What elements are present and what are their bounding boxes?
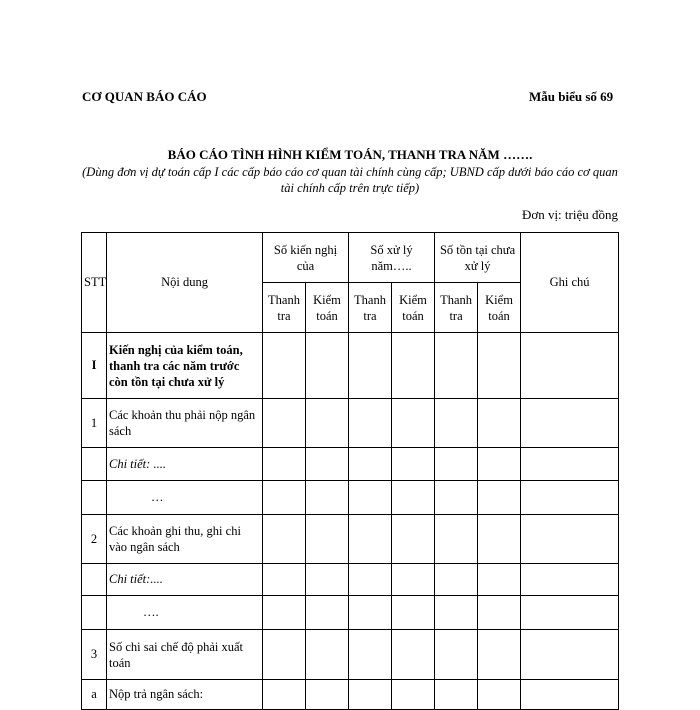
subheader-audit: Kiểm toán xyxy=(478,283,521,333)
table-row xyxy=(82,448,619,481)
subheader-audit: Kiểm toán xyxy=(306,283,349,333)
row-content: … xyxy=(107,481,263,515)
row-stt: 2 xyxy=(82,515,107,564)
row-stt: a xyxy=(82,680,107,710)
row-content: Chi tiết: .... xyxy=(107,448,263,481)
header-content: Nội dung xyxy=(107,233,263,333)
row-content: Kiến nghị của kiểm toán, thanh tra các năm trước còn tồn tại chưa xử lý xyxy=(107,333,263,399)
row-content: Các khoản ghi thu, ghi chi vào ngân sách xyxy=(107,515,263,564)
subheader-inspection: Thanh tra xyxy=(263,283,306,333)
table-row xyxy=(82,596,619,630)
report-title: BÁO CÁO TÌNH HÌNH KIỂM TOÁN, THANH TRA NĂM ……. xyxy=(167,147,533,162)
row-stt xyxy=(82,448,107,481)
row-content: Các khoản thu phải nộp ngân sách xyxy=(107,399,263,448)
report-subtitle: (Dùng đơn vị dự toán cấp I các cấp báo cáo cơ quan tài chính cùng cấp; UBND cấp dưới báo cáo cơ quan tài chính cấp trên trực tiếp) xyxy=(82,165,618,195)
row-stt: 3 xyxy=(82,630,107,680)
header-stt: STT xyxy=(82,233,107,333)
subheader-inspection: Thanh tra xyxy=(349,283,392,333)
reporting-agency-label: CƠ QUAN BÁO CÁO xyxy=(82,89,207,104)
table-row xyxy=(82,515,619,564)
subheader-inspection: Thanh tra xyxy=(435,283,478,333)
table-row xyxy=(82,333,619,399)
row-stt xyxy=(82,596,107,630)
header-processed: Số xử lý năm….. xyxy=(349,233,435,283)
form-number-label: Mẫu biểu số 69 xyxy=(529,89,614,104)
table-row xyxy=(82,630,619,680)
table-row xyxy=(82,481,619,515)
row-stt: 1 xyxy=(82,399,107,448)
header-outstanding: Số tồn tại chưa xử lý xyxy=(435,233,521,283)
row-content: …. xyxy=(107,596,263,630)
currency-unit-label: Đơn vị: triệu đồng xyxy=(521,207,618,222)
row-content: Số chi sai chế độ phải xuất toán xyxy=(107,630,263,680)
subheader-audit: Kiểm toán xyxy=(392,283,435,333)
row-content: Chi tiết:.... xyxy=(107,564,263,596)
table-row xyxy=(82,564,619,596)
row-stt: I xyxy=(82,333,107,399)
row-content: Nộp trả ngân sách: xyxy=(107,680,263,710)
table-row xyxy=(82,680,619,710)
row-stt xyxy=(82,564,107,596)
header-notes: Ghi chú xyxy=(521,233,619,333)
header-recommendations: Số kiến nghị của xyxy=(263,233,349,283)
row-stt xyxy=(82,481,107,515)
table-row xyxy=(82,399,619,448)
report-table xyxy=(81,232,619,710)
